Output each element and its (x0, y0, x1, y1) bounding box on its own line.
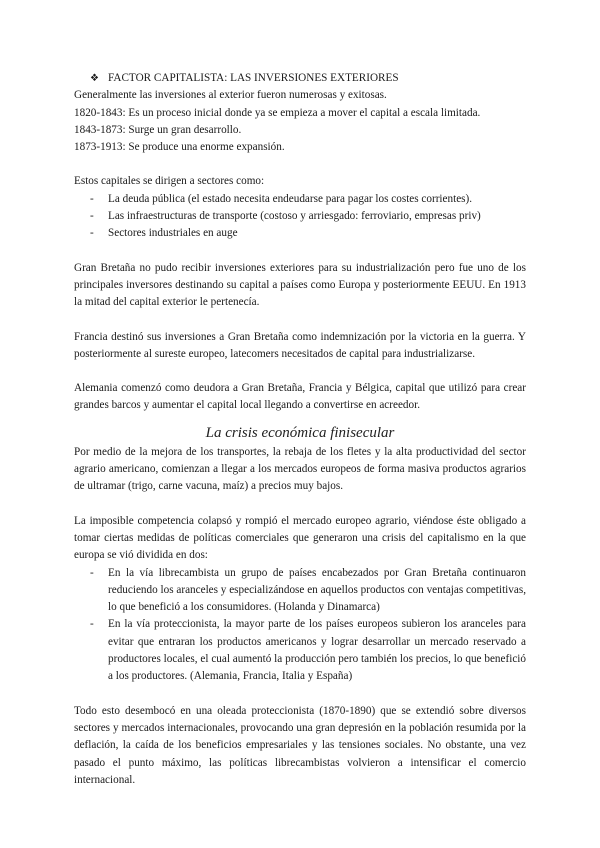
list-item: - La deuda pública (el estado necesita endeudarse para pagar los costes corrientes). (90, 192, 473, 205)
sectors-intro: Estos capitales se dirigen a sectores como: (74, 175, 265, 188)
crisis-paragraph-1: Por medio de la mejora de los transportes, la rebaja de los fletes y la alta productividad del sector agrario americano, comienzan a llegar a los mercados europeos de forma masiva productos agrarios de ultramar (trigo, carne vacuna, maíz) a precios muy bajos. (74, 445, 526, 493)
intro-line-4: 1873-1913: Se produce una enorme expansión. (74, 141, 285, 154)
list-item: - Sectores industriales en auge (90, 227, 238, 240)
heading-text: FACTOR CAPITALISTA: LAS INVERSIONES EXTERIORES (108, 72, 399, 84)
britain-paragraph: Gran Bretaña no pudo recibir inversiones exteriores para su industrialización pero fue uno de los principales inversores destinando su capital a países como Europa y posteriormente EEUU. En 1913 la mitad del capital exterior le pertenecía. (74, 261, 526, 309)
list-item: - En la vía librecambista un grupo de países encabezados por Gran Bretaña continuaron reduciendo los aranceles y especializándose en aquellos productos con ventajas competitivas, lo que benefició a los consumidores. (Holanda y Dinamarca) (90, 566, 526, 614)
intro-line-2: 1820-1843: Es un proceso inicial donde ya se empieza a mover el capital a escala limitada. (74, 106, 481, 119)
crisis-paragraph-2: La imposible competencia colapsó y rompió el mercado europeo agrario, viéndose éste obligado a tomar ciertas medidas de políticas comerciales que generaron una crisis del capitalismo en la que europa se vió dividida en dos: (74, 514, 526, 562)
list-item: - Las infraestructuras de transporte (costoso y arriesgado: ferroviario, empresas priv) (90, 210, 481, 223)
policy-list (74, 565, 526, 686)
intro-line-3: 1843-1873: Surge un gran desarrollo. (74, 123, 242, 136)
crisis-paragraph-3: Todo esto desembocó en una oleada proteccionista (1870-1890) que se extendió sobre diversos sectores y mercados internacionales, provocando una gran depresión en la población resumida por la deflación, la caída de los beneficios empresariales y las tensiones sociales. No obstante, una vez pasado el punto máximo, las políticas librecambistas volvieron a intensificar el comercio internacional. (74, 704, 526, 786)
sectors-list (74, 191, 526, 243)
germany-paragraph: Alemania comenzó como deudora a Gran Bretaña, Francia y Bélgica, capital que utilizó para crear grandes barcos y aumentar el capital local llegando a convertirse en acreedor. (74, 382, 526, 412)
france-paragraph: Francia destinó sus inversiones a Gran Bretaña como indemnización por la victoria en la guerra. Y posteriormente al sureste europeo, latecomers necesitados de capital para industrializarse. (74, 330, 526, 360)
list-item: - En la vía proteccionista, la mayor parte de los países europeos subieron los aranceles para evitar que entraran los productos americanos y lograr desarrollar un mercado reservado a productores locales, el cual aumentó la producción pero también los precios, lo que benefició a los productores. (Alemania, Francia, Italia y España) (90, 618, 526, 683)
intro-line-1: Generalmente las inversiones al exterior fueron numerosas y exitosas. (74, 89, 387, 102)
document-page (74, 70, 526, 789)
crisis-title: La crisis económica finisecular (205, 424, 395, 441)
section-heading (74, 70, 526, 87)
diamond-bullet-icon: ❖ (90, 73, 99, 84)
